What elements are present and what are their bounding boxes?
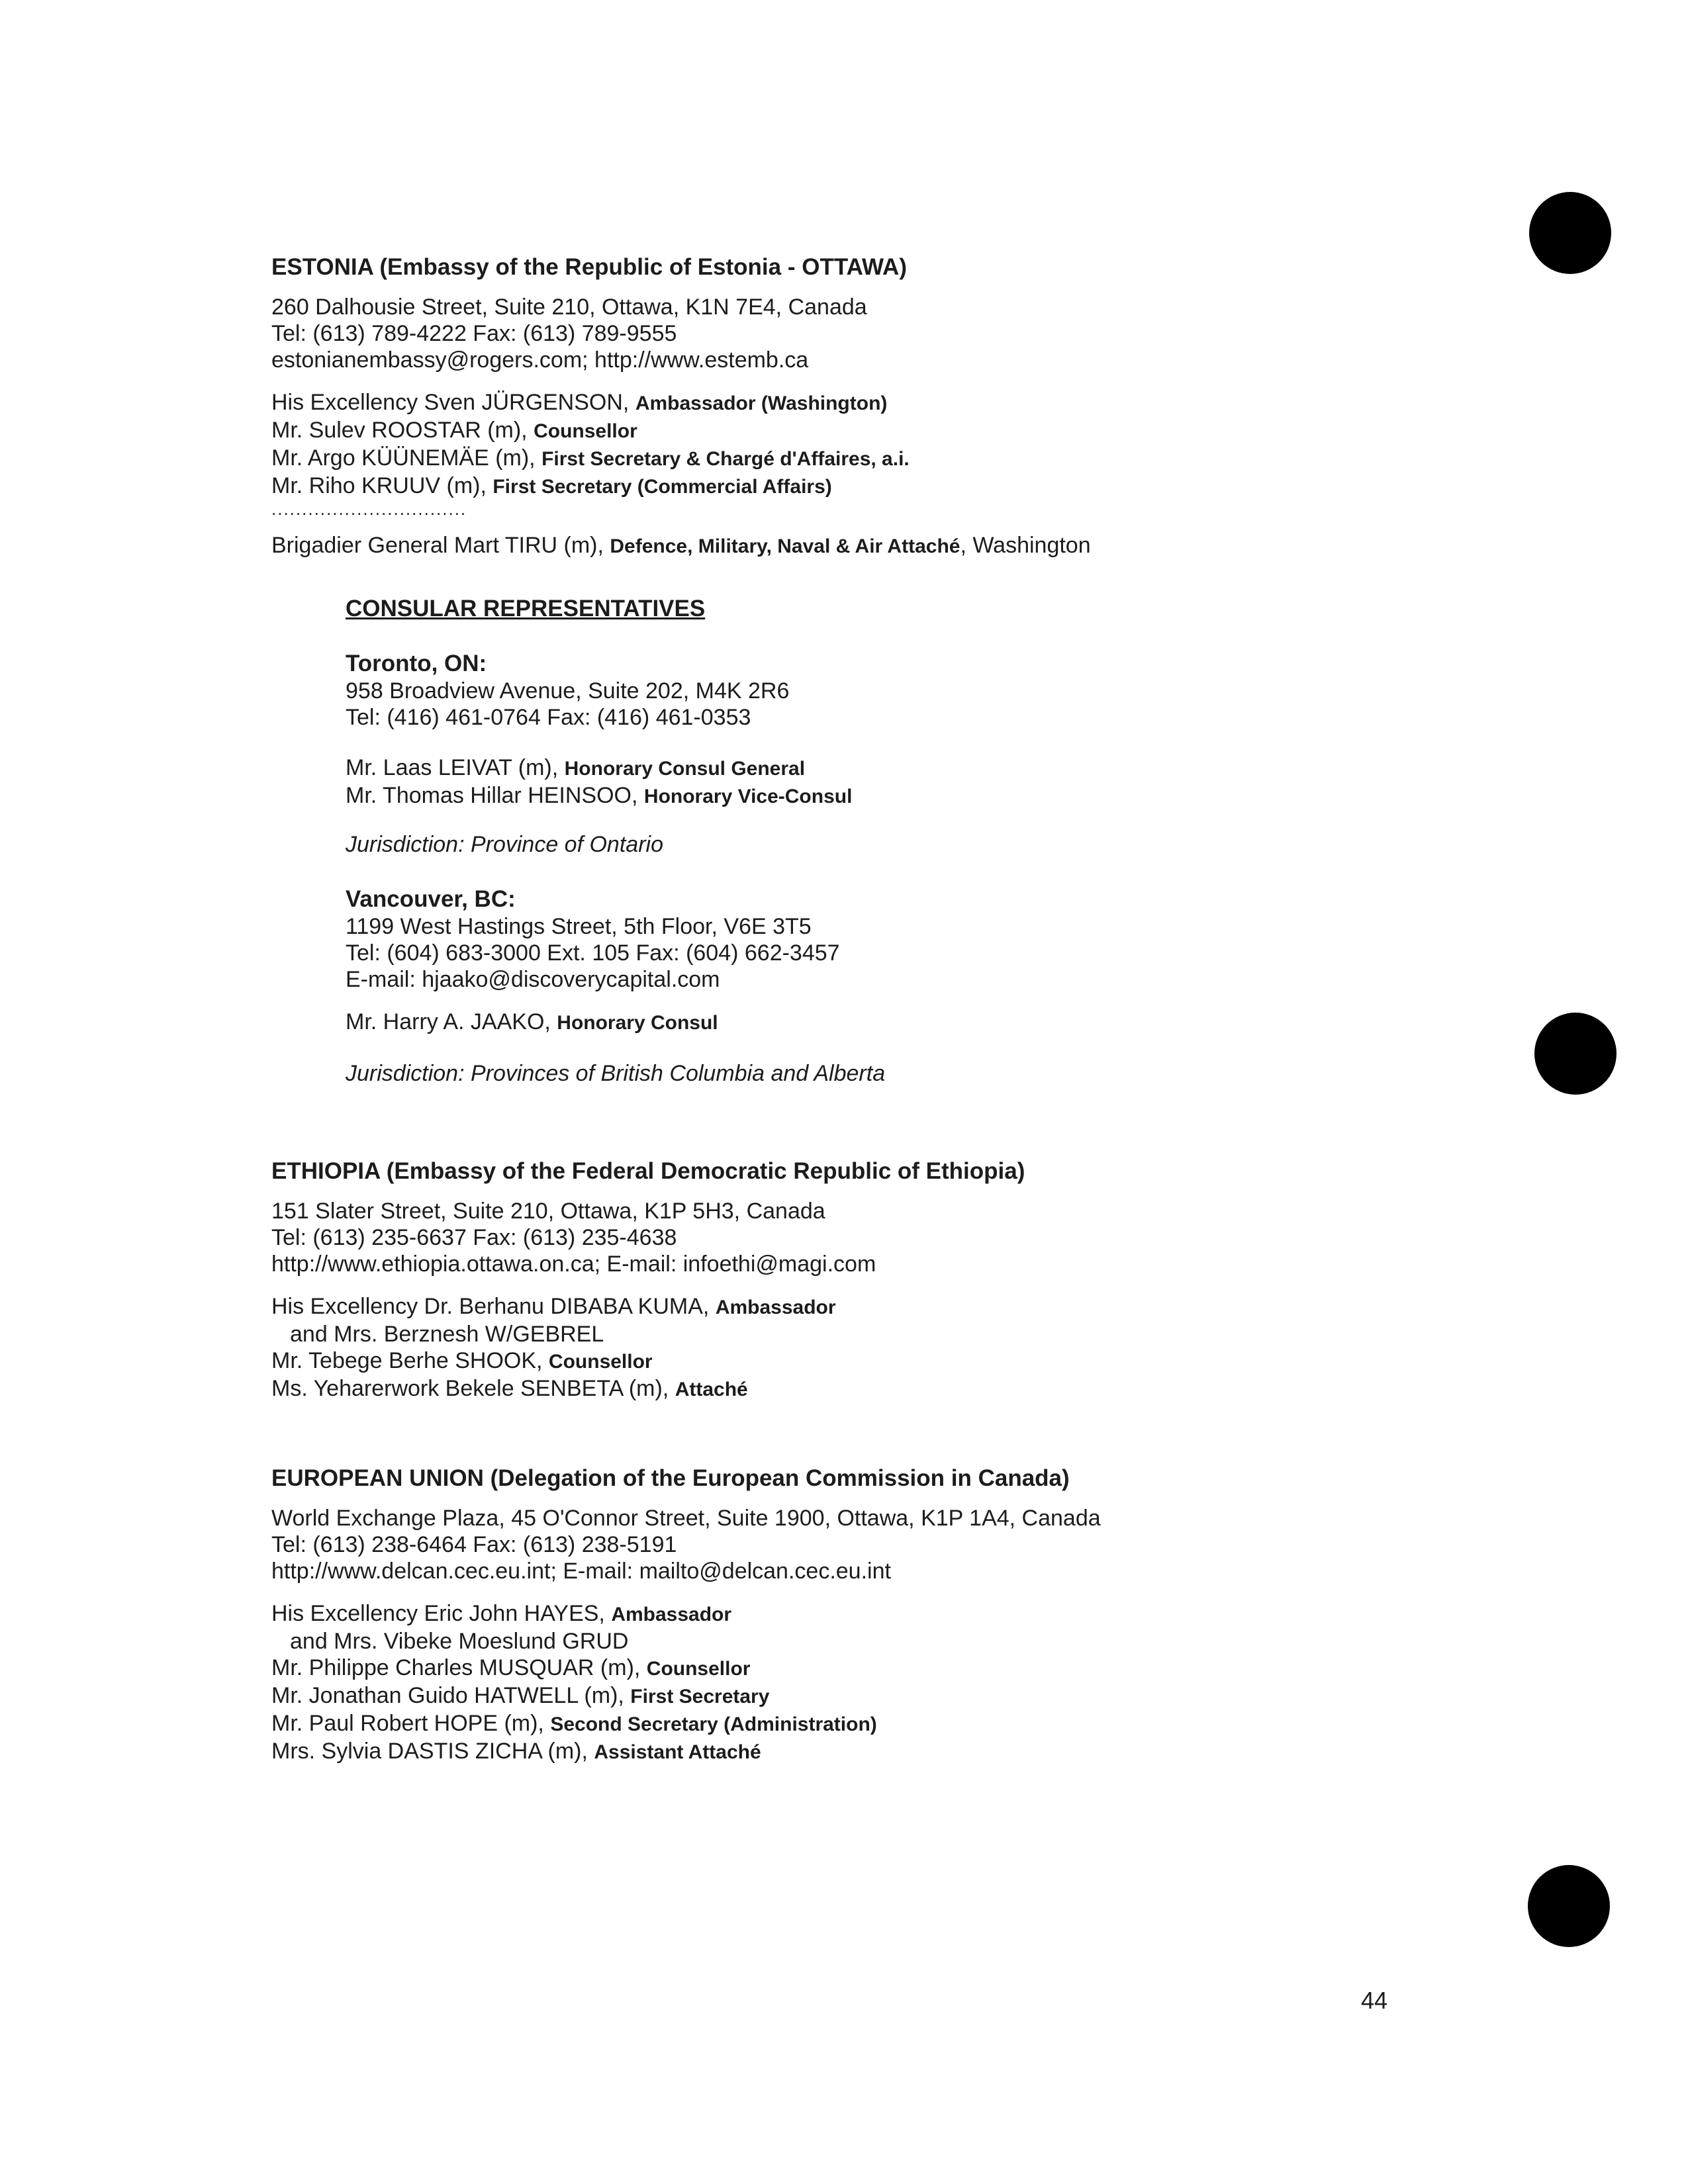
staff-location: , Washington: [960, 533, 1091, 558]
staff-entry: [346, 1009, 1471, 1036]
ethiopia-staff: [271, 1293, 1529, 1403]
estonia-staff: [271, 389, 1529, 518]
ethiopia-address: [271, 1198, 1529, 1277]
staff-name: Mr. Tebege Berhe SHOOK,: [271, 1348, 549, 1373]
staff-name: Mr. Paul Robert HOPE (m),: [271, 1711, 551, 1736]
staff-entry: [271, 1375, 1529, 1403]
staff-name: and Mrs. Vibeke Moeslund GRUD: [290, 1629, 629, 1654]
staff-entry: [271, 1347, 1529, 1375]
staff-spouse: [271, 1628, 1529, 1655]
estonia-heading: ESTONIA (Embassy of the Republic of Estonia - OTTAWA): [271, 254, 907, 280]
address-line: 260 Dalhousie Street, Suite 210, Ottawa, K1N 7E4, Canada: [271, 295, 867, 320]
city-heading: Vancouver, BC:: [346, 886, 516, 912]
staff-entry-attache: [271, 532, 1529, 560]
staff-name: Brigadier General Mart TIRU (m),: [271, 533, 610, 558]
staff-name: and Mrs. Berznesh W/GEBREL: [290, 1322, 604, 1347]
eu-staff: [271, 1600, 1529, 1766]
toronto-staff: [346, 754, 1471, 810]
staff-entry: [271, 473, 1529, 500]
ethiopia-heading: ETHIOPIA (Embassy of the Federal Democratic Republic of Ethiopia): [271, 1158, 1025, 1184]
phone-fax-line: Tel: (613) 235-6637 Fax: (613) 235-4638: [271, 1225, 677, 1250]
eu-section: [271, 1464, 1529, 1766]
staff-role: Honorary Vice-Consul: [643, 786, 853, 807]
punch-hole-top: [1529, 192, 1611, 274]
staff-name: Mr. Harry A. JAAKO,: [346, 1009, 557, 1034]
staff-entry: [271, 1710, 1529, 1738]
staff-role: Ambassador: [715, 1297, 836, 1318]
staff-entry: [271, 1738, 1529, 1766]
staff-spouse: [271, 1321, 1529, 1347]
email-web-line: estonianembassy@rogers.com; http://www.estemb.ca: [271, 347, 809, 373]
staff-role: Ambassador: [611, 1604, 732, 1625]
staff-entry: [346, 782, 1471, 810]
eu-address: [271, 1505, 1529, 1584]
address-line: 1199 West Hastings Street, 5th Floor, V6E 3T5: [346, 914, 812, 939]
staff-entry: [271, 1293, 1529, 1321]
staff-entry: [271, 1600, 1529, 1628]
staff-entry: [271, 1682, 1529, 1710]
staff-role: Assistant Attaché: [594, 1741, 761, 1763]
staff-role: Honorary Consul: [557, 1012, 718, 1034]
staff-entry: [271, 389, 1529, 417]
city-heading: Toronto, ON:: [346, 651, 487, 676]
address-line: 151 Slater Street, Suite 210, Ottawa, K1P 5H3, Canada: [271, 1199, 825, 1224]
dotted-separator: ................................: [271, 499, 467, 519]
staff-name: Mr. Jonathan Guido HATWELL (m),: [271, 1683, 631, 1708]
staff-name: Mr. Riho KRUUV (m),: [271, 473, 493, 498]
email-line: E-mail: hjaako@discoverycapital.com: [346, 967, 720, 992]
staff-name: Mr. Philippe Charles MUSQUAR (m),: [271, 1655, 647, 1680]
staff-name: Ms. Yeharerwork Bekele SENBETA (m),: [271, 1376, 675, 1401]
vancouver-consulate: [346, 886, 1471, 1087]
staff-role: Defence, Military, Naval & Air Attaché: [610, 535, 961, 557]
address-line: World Exchange Plaza, 45 O'Connor Street, Suite 1900, Ottawa, K1P 1A4, Canada: [271, 1506, 1101, 1531]
punch-hole-bottom: [1528, 1865, 1610, 1947]
staff-entry: [271, 417, 1529, 445]
staff-name: His Excellency Eric John HAYES,: [271, 1601, 612, 1626]
phone-fax-line: Tel: (604) 683-3000 Ext. 105 Fax: (604) 662-3457: [346, 940, 840, 966]
staff-role: Ambassador (Washington): [635, 392, 888, 414]
staff-role: Honorary Consul General: [564, 758, 806, 780]
staff-role: First Secretary (Commercial Affairs): [492, 476, 832, 498]
staff-name: Mr. Sulev ROOSTAR (m),: [271, 418, 534, 443]
staff-name: Mr. Laas LEIVAT (m),: [346, 755, 565, 780]
phone-fax-line: Tel: (613) 238-6464 Fax: (613) 238-5191: [271, 1532, 677, 1557]
staff-entry: [271, 1655, 1529, 1682]
phone-fax-line: Tel: (416) 461-0764 Fax: (416) 461-0353: [346, 705, 751, 730]
staff-name: Mr. Argo KÜÜNEMÄE (m),: [271, 445, 542, 471]
staff-role: Counsellor: [534, 420, 637, 442]
staff-entry: [271, 445, 1529, 473]
page-number: 44: [1361, 1987, 1388, 2014]
staff-entry: [346, 754, 1471, 782]
estonia-section: [271, 253, 1529, 560]
staff-role: First Secretary: [630, 1686, 770, 1707]
staff-role: Second Secretary (Administration): [550, 1713, 877, 1735]
staff-role: Counsellor: [548, 1351, 653, 1373]
estonia-address: [271, 294, 1529, 373]
jurisdiction-note: Jurisdiction: Province of Ontario: [346, 832, 663, 857]
toronto-consulate: [346, 650, 1471, 858]
staff-name: Mr. Thomas Hillar HEINSOO,: [346, 783, 644, 808]
email-web-line: http://www.ethiopia.ottawa.on.ca; E-mail: infoethi@magi.com: [271, 1251, 876, 1277]
staff-role: First Secretary & Chargé d'Affaires, a.i.: [541, 448, 910, 470]
staff-name: His Excellency Dr. Berhanu DIBABA KUMA,: [271, 1294, 716, 1319]
consular-section: [346, 594, 1471, 1087]
consular-heading: CONSULAR REPRESENTATIVES: [346, 596, 706, 621]
address-line: 958 Broadview Avenue, Suite 202, M4K 2R6: [346, 678, 790, 704]
jurisdiction-note: Jurisdiction: Provinces of British Columbia and Alberta: [346, 1061, 886, 1086]
staff-role: Attaché: [675, 1379, 748, 1400]
staff-role: Counsellor: [646, 1658, 751, 1680]
staff-name: Mrs. Sylvia DASTIS ZICHA (m),: [271, 1739, 594, 1764]
eu-heading: EUROPEAN UNION (Delegation of the European Commission in Canada): [271, 1465, 1070, 1491]
punch-hole-middle: [1534, 1013, 1617, 1095]
ethiopia-section: [271, 1157, 1529, 1403]
email-web-line: http://www.delcan.cec.eu.int; E-mail: mailto@delcan.cec.eu.int: [271, 1559, 891, 1584]
staff-name: His Excellency Sven JÜRGENSON,: [271, 390, 635, 415]
phone-fax-line: Tel: (613) 789-4222 Fax: (613) 789-9555: [271, 321, 677, 346]
